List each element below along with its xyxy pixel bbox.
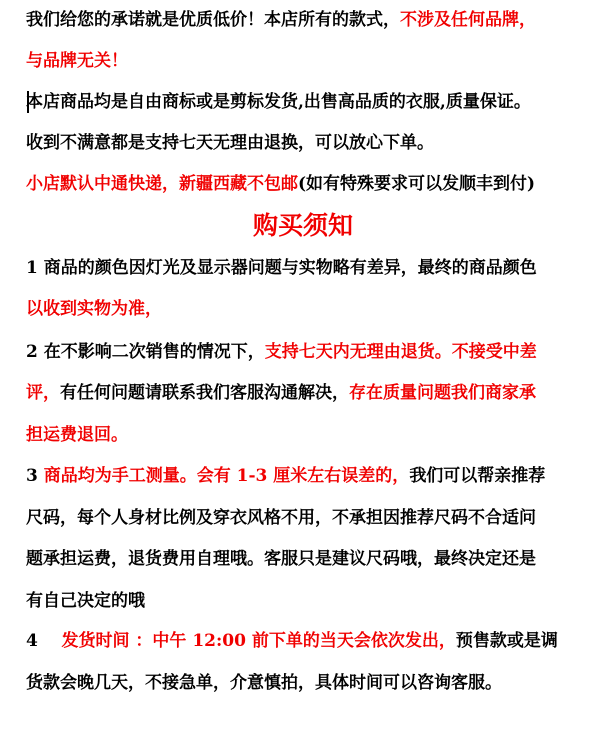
shipping-note: (如有特殊要求可以发顺丰到付) [298,174,536,194]
intro-line-1 [26,9,596,31]
item-2-line-3: 担运费退回。 [26,425,128,445]
item-2-review: 评， [26,383,60,403]
item-4-line-2: 货款会晚几天，不接急单，介意慎拍，具体时间可以咨询客服。 [26,673,502,693]
item-2-return-policy: 支持七天内无理由退货。不接受中差 [264,342,537,362]
item-4-number: 4 [26,631,62,651]
brand-disclaimer: 不涉及任何品牌， [400,10,536,30]
item-2-quality: 存在质量问题我们商家承 [349,383,536,403]
intro-line-4: 收到不满意都是支持七天无理由退换，可以放心下单。 [26,133,434,153]
item-3-line-2: 尺码，每个人身材比例及穿衣风格不用，不承担因推荐尺码不合适问 [26,508,536,528]
item-1-line-2: 以收到实物为准， [26,299,162,319]
intro-line-2: 与品牌无关！ [26,51,128,71]
item-3-number: 3 [26,466,44,486]
item-3-line-3: 题承担运费，退货费用自理哦。客服只是建议尺码哦，最终决定还是 [26,549,536,569]
item-2-line-2 [26,382,596,404]
item-1-line-1: 1 商品的颜色因灯光及显示器问题与实物略有差异，最终的商品颜色 [26,258,537,278]
item-4-presale: 预售款或是调 [455,631,558,651]
item-3-line-4: 有自己决定的哦 [26,591,145,611]
item-3-line-1 [26,465,596,487]
item-3-recommend: 我们可以帮亲推荐 [409,466,546,486]
item-2-contact: 有任何问题请联系我们客服沟通解决， [60,383,349,403]
shipping-default: 小店默认中通快递，新疆西藏不包邮 [26,174,298,194]
item-3-measure-note: 商品均为手工测量。会有 1-3 厘米左右误差的， [43,466,410,486]
intro-line-3: 本店商品均是自由商标或是剪标发货,出售高品质的衣服,质量保证。 [26,92,531,112]
item-2-line-1 [26,341,596,363]
item-4-line-1 [26,630,596,652]
intro-line-5 [26,173,596,195]
item-4-ship-time: 发货时间 ：中午 12:00 前下单的当天会依次发出， [61,631,456,651]
item-2-intro: 2 在不影响二次销售的情况下， [26,342,265,362]
page-title: 购买须知 [252,211,353,240]
promise-text: 我们给您的承诺就是优质低价！本店所有的款式， [26,10,400,30]
